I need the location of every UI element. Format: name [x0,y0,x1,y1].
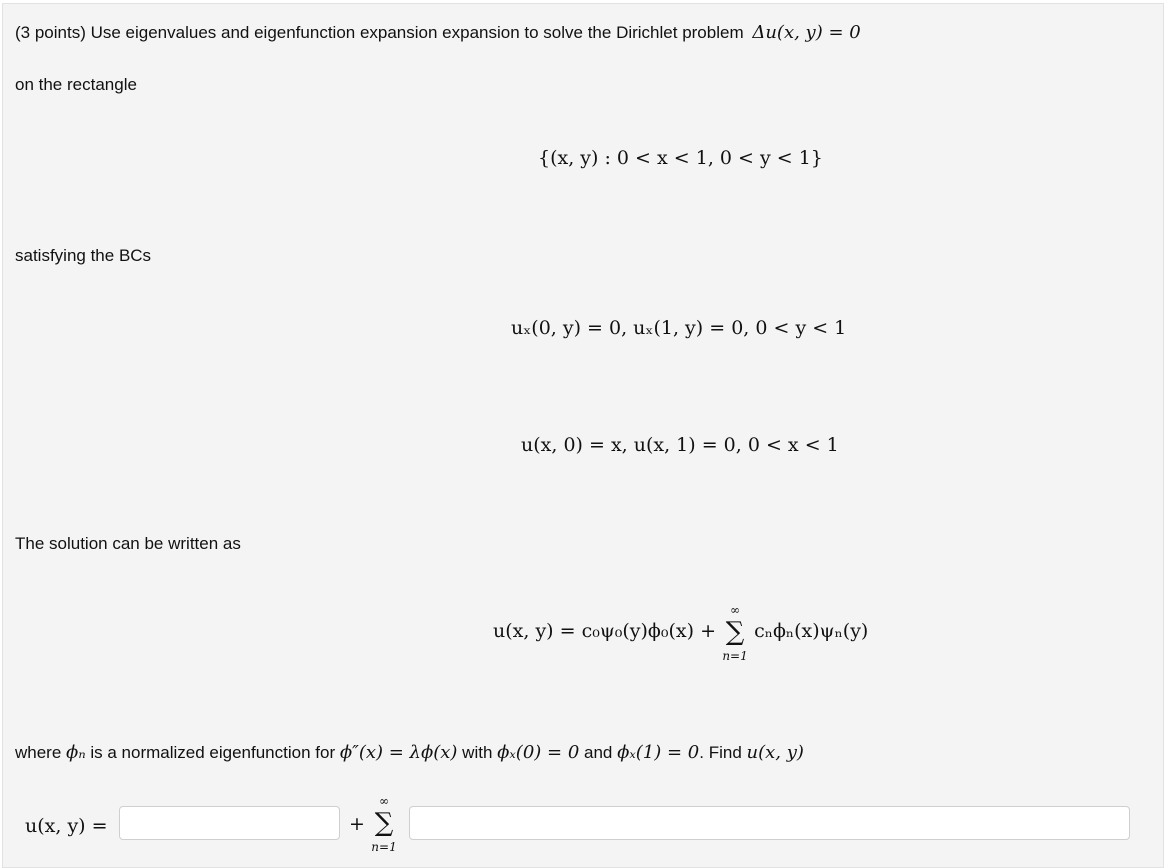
intro-math: Δu(x, y) = 0 [752,22,861,43]
problem-intro [15,22,861,43]
answer-label: u(x, y) = [25,815,108,837]
answer-term0-input[interactable] [119,806,340,840]
satisfying-text: satisfying the BCs [15,246,152,265]
solution-lhs: u(x, y) = c₀ψ₀(y)ϕ₀(x) + [493,620,716,642]
find-target: u(x, y) [746,742,804,763]
phi-bc-0: ϕₓ(0) = 0 [497,742,580,763]
sigma-icon: ∑ [725,617,745,647]
where-text-1: where [15,743,62,762]
intro-text: (3 points) Use eigenvalues and eigenfunction expansion expansion to solve the Dirichlet problem [15,23,744,42]
sum-lower-limit: n=1 [722,649,748,663]
where-text-2: is a normalized eigenfunction for [90,743,336,762]
sigma-icon: ∑ [374,808,394,838]
phi-n-symbol: ϕₙ [66,742,86,763]
and-text: and [584,743,613,762]
answer-series-input[interactable] [409,806,1130,840]
bc-equation-1: uₓ(0, y) = 0, uₓ(1, y) = 0, 0 < y < 1 [511,317,847,339]
sum-upper-limit: ∞ [730,603,741,617]
answer-sum-lower: n=1 [371,840,397,854]
domain-equation: {(x, y) : 0 < x < 1, 0 < y < 1} [538,147,823,169]
bc-equation-2: u(x, 0) = x, u(x, 1) = 0, 0 < x < 1 [521,434,839,456]
find-text: . Find [699,743,742,762]
ode-equation: ϕ″(x) = λϕ(x) [339,742,458,763]
phi-bc-1: ϕₓ(1) = 0 [617,742,700,763]
solution-formula [493,603,869,663]
solution-rhs: cₙϕₙ(x)ψₙ(y) [754,620,869,642]
answer-sum-symbol [371,794,397,854]
summation-symbol [722,603,748,663]
on-rectangle-text: on the rectangle [15,75,137,94]
answer-summation [371,794,397,854]
answer-sum-upper: ∞ [379,794,389,808]
question-panel [2,3,1164,868]
solution-intro-text: The solution can be written as [15,534,241,553]
where-line [15,742,804,763]
with-text: with [462,743,493,762]
answer-plus: + [349,813,365,835]
